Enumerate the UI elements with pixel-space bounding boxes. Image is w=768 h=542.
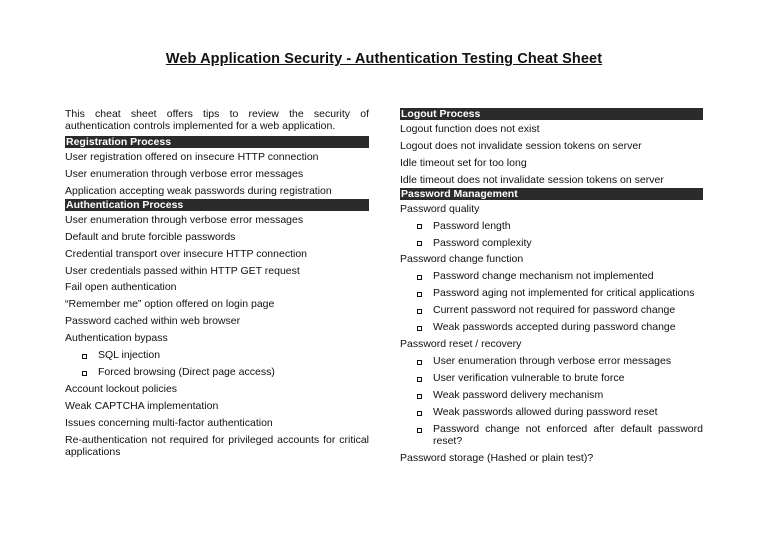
square-bullet-icon: [417, 377, 422, 382]
list-item: Password change function: [400, 253, 524, 266]
square-bullet-icon: [82, 371, 87, 376]
list-item: Password cached within web browser: [65, 315, 241, 328]
sub-item-label: Current password not required for password change: [433, 304, 676, 317]
sub-list-item: [400, 370, 703, 387]
list-item: User enumeration through verbose error messages: [65, 167, 304, 180]
sub-item-label: Password aging not implemented for critical applications: [433, 287, 695, 300]
sub-item-label: Forced browsing (Direct page access): [98, 366, 275, 379]
page-title: Web Application Security - Authentication Testing Cheat Sheet: [165, 51, 603, 67]
intro-paragraph: This cheat sheet offers tips to review the security of authentication controls implemented for a web application.: [65, 108, 369, 132]
square-bullet-icon: [417, 275, 422, 280]
list-item: Application accepting weak passwords during registration: [65, 184, 332, 197]
list-item: Issues concerning multi-factor authentication: [65, 417, 273, 430]
sub-list-item: [400, 268, 703, 285]
sub-item-label: Weak passwords allowed during password reset: [433, 406, 658, 419]
list-item: Logout function does not exist: [400, 122, 540, 135]
list-item: Password reset / recovery: [400, 338, 522, 351]
sub-list-item: [400, 217, 703, 234]
sub-item-label: User enumeration through verbose error messages: [433, 355, 672, 368]
list-item: Idle timeout does not invalidate session tokens on server: [400, 173, 664, 186]
square-bullet-icon: [417, 360, 422, 365]
square-bullet-icon: [417, 411, 422, 416]
list-item: Credential transport over insecure HTTP connection: [65, 247, 308, 260]
list-item: User registration offered on insecure HTTP connection: [65, 150, 319, 163]
square-bullet-icon: [417, 326, 422, 331]
sub-list-item: [400, 302, 703, 319]
sub-list-item: [400, 234, 703, 251]
square-bullet-icon: [417, 292, 422, 297]
square-bullet-icon: [417, 241, 422, 246]
sub-list-item: [400, 353, 703, 370]
list-item: Password storage (Hashed or plain test)?: [400, 452, 594, 465]
section-header-authentication: Authentication Process: [65, 199, 369, 211]
list-item: Password quality: [400, 202, 480, 215]
sub-item-label: Weak passwords accepted during password change: [433, 321, 676, 334]
square-bullet-icon: [82, 354, 87, 359]
sub-item-label: Weak password delivery mechanism: [433, 389, 604, 402]
list-item: Idle timeout set for too long: [400, 156, 527, 169]
list-item: Authentication bypass: [65, 332, 168, 345]
sub-list-item: [400, 319, 703, 336]
section-header-logout: Logout Process: [400, 108, 703, 120]
sub-list-item: [400, 387, 703, 404]
square-bullet-icon: [417, 224, 422, 229]
list-item: Weak CAPTCHA implementation: [65, 400, 219, 413]
sub-list-item: [65, 347, 369, 364]
left-column: [65, 106, 369, 461]
list-item: Logout does not invalidate session tokens on server: [400, 139, 642, 152]
square-bullet-icon: [417, 309, 422, 314]
section-header-registration: Registration Process: [65, 136, 369, 148]
sub-list-item: [400, 404, 703, 421]
sub-item-label: Password complexity: [433, 236, 532, 249]
square-bullet-icon: [417, 394, 422, 399]
sub-list-item: [65, 364, 369, 381]
sub-list-item: [400, 285, 703, 302]
section-header-password-management: Password Management: [400, 188, 703, 200]
list-item: “Remember me” option offered on login page: [65, 298, 275, 311]
sub-item-label: Password length: [433, 219, 511, 232]
list-item: User enumeration through verbose error messages: [65, 213, 304, 226]
list-item: Account lockout policies: [65, 383, 178, 396]
list-item: User credentials passed within HTTP GET request: [65, 264, 300, 277]
list-item: Fail open authentication: [65, 281, 177, 294]
square-bullet-icon: [417, 428, 422, 433]
sub-item-label: SQL injection: [98, 349, 161, 362]
sub-list-item: [400, 421, 703, 450]
sub-item-label: Password change mechanism not implemented: [433, 270, 654, 283]
list-item: Re-authentication not required for privileged accounts for critical applications: [65, 434, 369, 459]
sub-item-label: User verification vulnerable to brute force: [433, 372, 625, 385]
list-item: Default and brute forcible passwords: [65, 230, 236, 243]
right-column: [400, 106, 703, 467]
sub-item-label: Password change not enforced after default password reset?: [433, 423, 703, 448]
